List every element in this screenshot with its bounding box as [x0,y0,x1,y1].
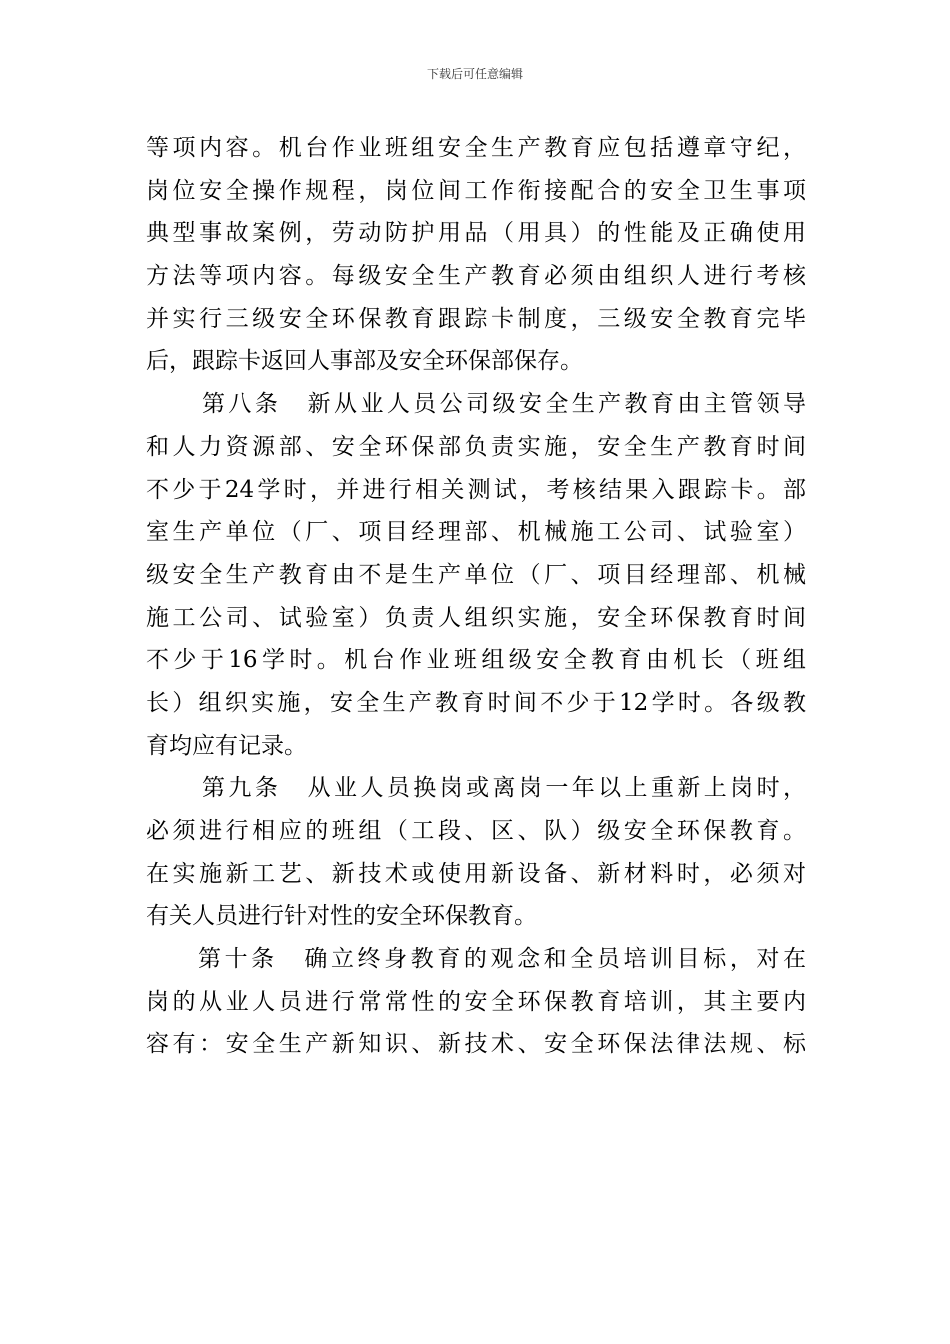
text-line: 必须进行相应的班组（工段、区、队）级安全环保教育。 [146,818,806,844]
page-header: 下载后可任意编辑 [426,67,523,81]
text-line: 育均应有记录。 [146,732,307,759]
text-line: 施工公司、试验室）负责人组织实施，安全环保教育时间 [146,604,806,631]
document-body [146,127,806,1066]
article-8-paragraph [146,383,806,767]
paragraph-continuation [146,127,806,383]
text-line: 第八条 新从业人员公司级安全生产教育由主管领导 [202,391,806,418]
text-line: 在实施新工艺、新技术或使用新设备、新材料时，必须对 [146,860,806,887]
text-line: 岗位安全操作规程，岗位间工作衔接配合的安全卫生事项 [146,177,806,204]
text-line: 和人力资源部、安全环保部负责实施，安全生产教育时间 [146,433,806,460]
article-9-paragraph [146,767,806,938]
article-10-paragraph [146,938,806,1066]
text-line: 室生产单位（厂、项目经理部、机械施工公司、试验室） [146,519,806,546]
text-line: 方法等项内容。每级安全生产教育必须由组织人进行考核 [146,263,806,290]
text-line: 典型事故案例，劳动防护用品（用具）的性能及正确使用 [146,220,806,247]
text-line: 不少于24学时，并进行相关测试，考核结果入跟踪卡。部 [146,476,806,503]
text-line: 并实行三级安全环保教育跟踪卡制度，三级安全教育完毕 [146,305,806,332]
text-line: 岗的从业人员进行常常性的安全环保教育培训，其主要内 [146,988,806,1015]
text-line: 等项内容。机台作业班组安全生产教育应包括遵章守纪， [146,135,806,161]
text-line: 有关人员进行针对性的安全环保教育。 [146,903,537,930]
text-line: 第九条 从业人员换岗或离岗一年以上重新上岗时， [202,775,806,802]
text-line: 后，跟踪卡返回人事部及安全环保部保存。 [146,348,583,375]
text-line: 第十条 确立终身教育的观念和全员培训目标，对在 [198,946,806,973]
text-line: 长）组织实施，安全生产教育时间不少于12学时。各级教 [146,689,806,716]
text-line: 级安全生产教育由不是生产单位（厂、项目经理部、机械 [146,561,806,588]
text-line: 容有：安全生产新知识、新技术、安全环保法律法规、标 [146,1031,806,1058]
text-line: 不少于16学时。机台作业班组级安全教育由机长（班组 [146,647,806,674]
